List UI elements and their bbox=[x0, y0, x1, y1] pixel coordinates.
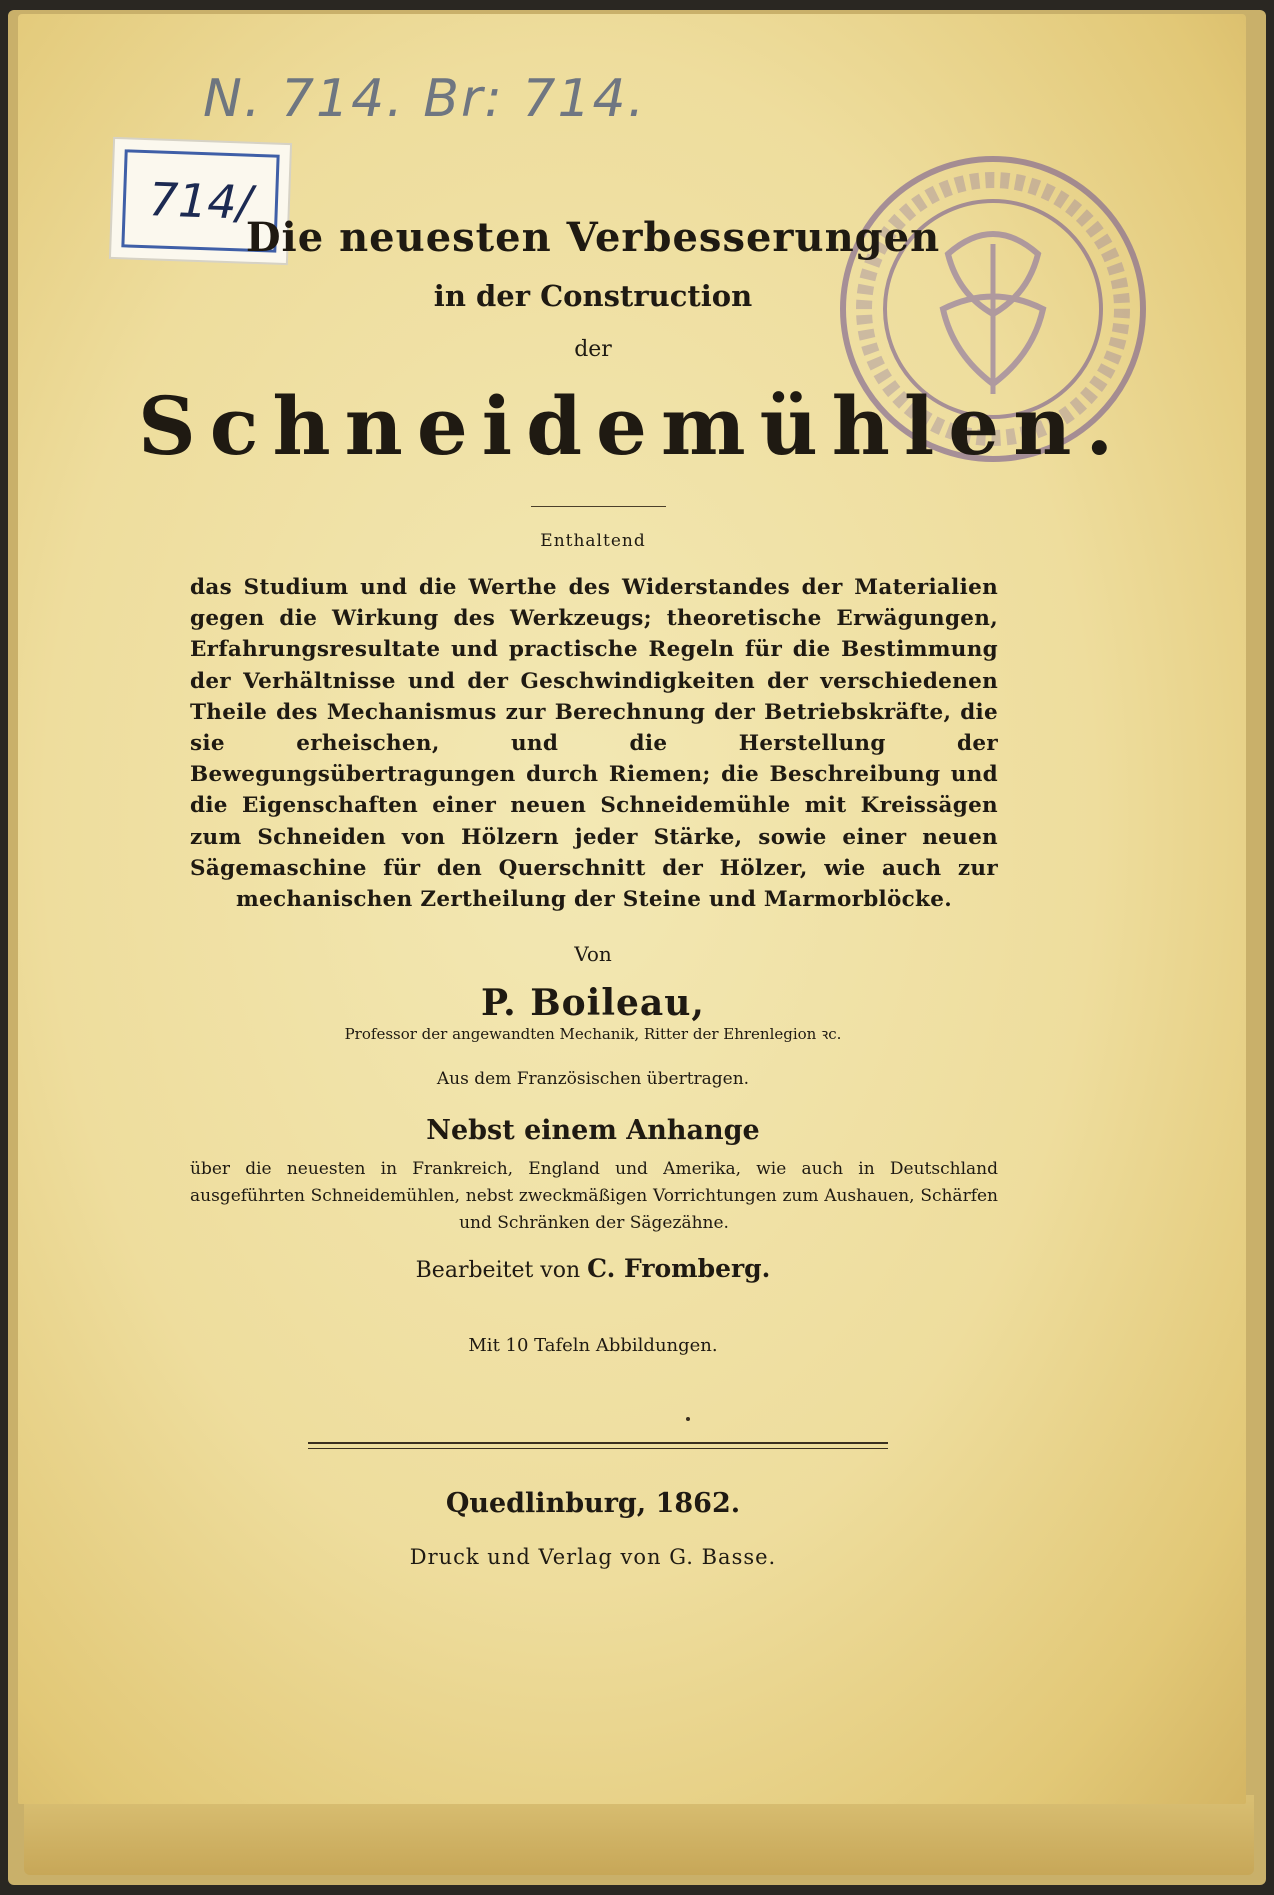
title-page-paper bbox=[18, 14, 1246, 1804]
contents-description: das Studium und die Werthe des Widerstandes der Materialien gegen die Wirkung des Werkzeugs; theoretische Erwägungen, Erfahrungsresultate und practische Regeln für die Bestimmung der Verhältnisse und der Geschwindigkeiten der verschiedenen Theile des Mechanismus zur Berechnung der Betriebskräfte, die sie erheischen, und die Herstellung der Bewegungsübertragungen durch Riemen; die Beschreibung und die Eigenschaften einer neuen Schneidemühle mit Kreissägen zum Schneiden von Hölzern jeder Stärke, sowie einer neuen Sägemaschine für den Querschnitt der Hölzer, wie auch zur mechanischen Zertheilung der Steine und Marmorblöcke. bbox=[190, 575, 998, 913]
by-label: Von bbox=[574, 942, 612, 966]
contents-intro: Enthaltend bbox=[540, 531, 646, 551]
imprint-rule-bottom bbox=[308, 1448, 888, 1449]
imprint-publisher: Druck und Verlag von G. Basse. bbox=[409, 1545, 777, 1569]
stacked-page-edges bbox=[24, 1795, 1254, 1875]
editor-prefix: Bearbeitet von bbox=[415, 1258, 581, 1283]
author-title: Professor der angewandten Mechanik, Ritter der Ehrenlegion ꝛc. bbox=[344, 1025, 842, 1043]
title-divider bbox=[531, 506, 666, 507]
title-line-2: in der Construction bbox=[433, 279, 753, 313]
library-label-number: 714/ bbox=[147, 172, 254, 230]
appendix-description: über die neuesten in Frankreich, England und Amerika, wie auch in Deutschland ausgeführten Schneidemühlen, nebst zweckmäßigen Vorrichtungen zum Aushauen, Schärfen und Schränken der Sägezähne. bbox=[190, 1159, 998, 1233]
author-name: P. Boileau, bbox=[481, 982, 705, 1024]
imprint-rule-top bbox=[308, 1442, 888, 1444]
editor-line bbox=[168, 1254, 1018, 1283]
appendix-heading: Nebst einem Anhange bbox=[426, 1115, 760, 1146]
imprint-place-year: Quedlinburg, 1862. bbox=[445, 1488, 741, 1519]
handwritten-shelfmark: N. 714. Br: 714. bbox=[203, 69, 647, 129]
title-line-1: Die neuesten Verbesserungen bbox=[245, 214, 941, 261]
ornament-dot bbox=[686, 1417, 690, 1421]
plates-note: Mit 10 Tafeln Abbildungen. bbox=[468, 1335, 718, 1356]
title-line-3: der bbox=[574, 337, 612, 362]
editor-name: C. Fromberg. bbox=[587, 1254, 771, 1283]
main-title: Schneidemühlen. bbox=[138, 379, 1128, 473]
translation-note: Aus dem Französischen übertragen. bbox=[436, 1069, 750, 1089]
